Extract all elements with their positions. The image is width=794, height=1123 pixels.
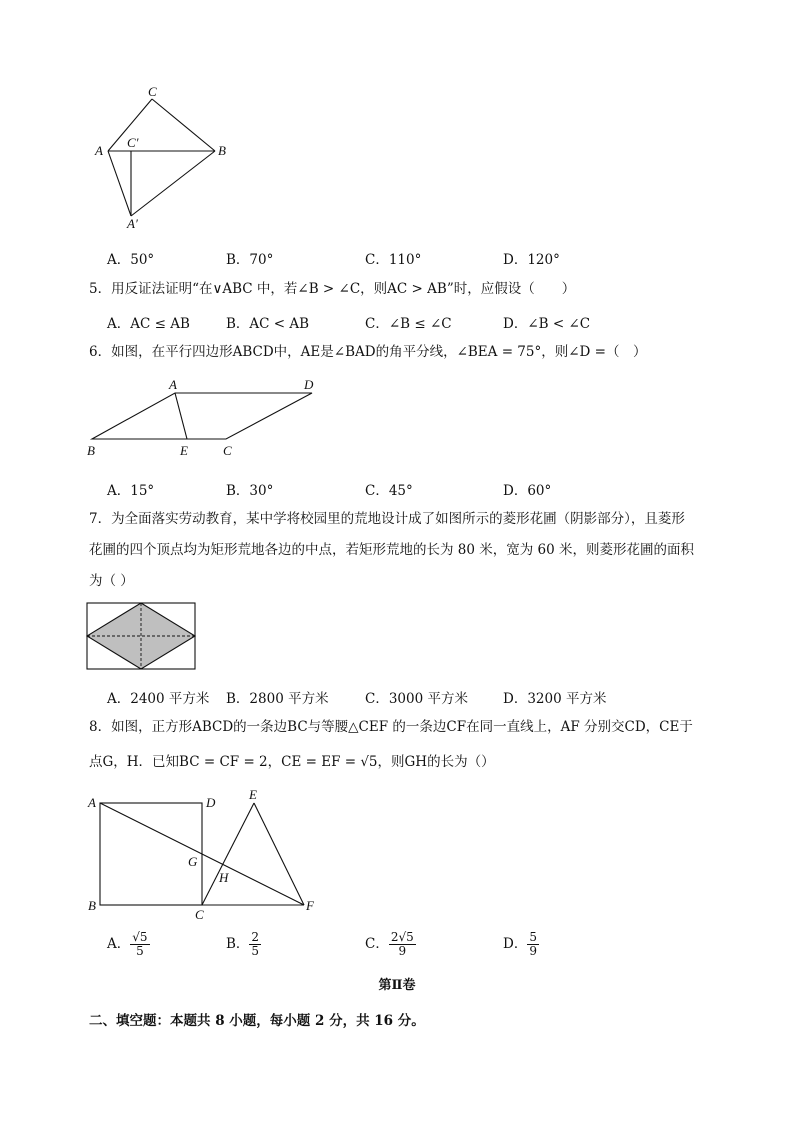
q4-label-c: C <box>148 84 157 99</box>
q5-stem: 5．用反证法证明“在∨ABC 中，若∠B > ∠C，则AC > AB”时，应假设（ ） <box>89 281 576 297</box>
q7-option-a[interactable]: A．2400 平方米 <box>107 691 210 707</box>
q7-option-b[interactable]: B．2800 平方米 <box>226 691 329 707</box>
q8-option-a-fraction: $\frac{√5}{5}$ <box>132 930 148 958</box>
q8-option-c-fraction: $\frac{2√5}{9}$ <box>390 930 414 958</box>
q8-label-b: B <box>88 898 96 913</box>
q7-line-1: 7．为全面落实劳动教育，某中学将校园里的荒地设计成了如图所示的菱形花圃（阴影部分），且菱形 <box>89 511 685 527</box>
q8-label-g: G <box>188 854 198 869</box>
q8-label-d: D <box>206 795 216 810</box>
q7-figure <box>86 602 198 672</box>
part-2-title: 第Ⅱ卷 <box>378 978 416 993</box>
q6-label-b: B <box>87 443 95 458</box>
q4-label-aprime: A′ <box>127 216 138 231</box>
q5-option-a[interactable]: A．AC ≤ AB <box>107 316 190 332</box>
q8-option-a-prefix: A． <box>107 936 131 952</box>
q6-label-e: E <box>180 443 188 458</box>
q8-label-a: A <box>88 795 96 810</box>
q6-figure <box>82 374 322 460</box>
q4-option-d[interactable]: D．120° <box>503 252 560 268</box>
q4-label-b: B <box>218 143 226 158</box>
q5-option-c[interactable]: C．∠B ≤ ∠C <box>365 316 452 332</box>
q8-label-e: E <box>249 788 257 802</box>
q8-option-c[interactable] <box>365 931 416 958</box>
q4-figure <box>88 82 238 232</box>
q8-option-b[interactable] <box>226 931 261 958</box>
q6-option-c[interactable]: C．45° <box>365 483 413 499</box>
q6-stem: 6．如图，在平行四边形ABCD中，AE是∠BAD的角平分线，∠BEA = 75°，则∠D =（ ） <box>89 344 647 360</box>
q7-line-3: 为（ ） <box>89 573 134 589</box>
q6-option-d[interactable]: D．60° <box>503 483 552 499</box>
q8-figure <box>82 788 322 924</box>
q8-option-b-prefix: B． <box>226 936 250 952</box>
q8-label-c: C <box>195 907 204 922</box>
q8-option-c-prefix: C． <box>365 936 389 952</box>
section-2-heading: 二、填空题：本题共 8 小题，每小题 2 分，共 16 分。 <box>89 1013 425 1029</box>
q6-option-a[interactable]: A．15° <box>107 483 155 499</box>
q4-label-cprime: C′ <box>127 135 139 150</box>
q4-option-a[interactable]: A．50° <box>107 252 155 268</box>
q8-option-d[interactable] <box>503 931 539 958</box>
q8-line-2: 点G，H．已知BC = CF = 2，CE = EF = √5，则GH的长为（） <box>89 754 495 770</box>
q7-option-d[interactable]: D．3200 平方米 <box>503 691 607 707</box>
q6-label-d: D <box>304 377 314 392</box>
q8-option-d-prefix: D． <box>503 936 528 952</box>
q8-option-a[interactable] <box>107 931 150 958</box>
q8-option-d-fraction: $\frac{5}{9}$ <box>529 930 537 958</box>
q6-option-b[interactable]: B．30° <box>226 483 274 499</box>
q6-label-a: A <box>169 377 177 392</box>
q8-line-1: 8．如图，正方形ABCD的一条边BC与等腰△CEF 的一条边CF在同一直线上，AF 分别交CD，CE于 <box>89 719 693 735</box>
q4-option-c[interactable]: C．110° <box>365 252 422 268</box>
q4-option-b[interactable]: B．70° <box>226 252 274 268</box>
q8-label-h: H <box>219 870 229 885</box>
q4-label-a: A <box>95 143 103 158</box>
q7-option-c[interactable]: C．3000 平方米 <box>365 691 468 707</box>
q8-label-f: F <box>306 898 314 913</box>
q7-line-2: 花圃的四个顶点均为矩形荒地各边的中点，若矩形荒地的长为 80 米，宽为 60 米，则菱形花圃的面积 <box>89 542 695 558</box>
q5-option-b[interactable]: B．AC < AB <box>226 316 310 332</box>
q6-label-c: C <box>223 443 232 458</box>
q5-option-d[interactable]: D．∠B < ∠C <box>503 316 591 332</box>
q8-option-b-fraction: $\frac{2}{5}$ <box>251 930 260 958</box>
